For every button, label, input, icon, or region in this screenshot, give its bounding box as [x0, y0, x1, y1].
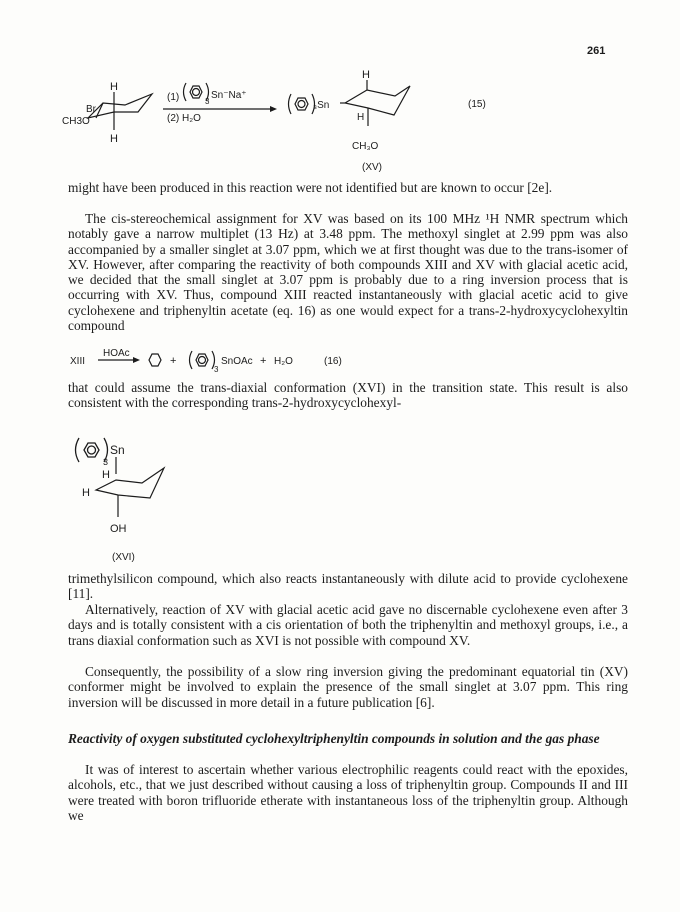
product-sn: ₃Sn — [313, 100, 330, 111]
reactant-h-top: H — [110, 81, 118, 93]
eq16-reactant: XIII — [70, 356, 86, 367]
xvi-oh: OH — [110, 523, 127, 535]
structure-xvi — [0, 412, 680, 572]
paragraph: that could assume the trans-diaxial conformation (XVI) in the transition state. This result is also consistent with the corresponding trans-2-hydroxycyclohexyl- — [68, 380, 628, 411]
phenyl-ring-icon — [289, 94, 315, 114]
eq16-subscript: 3 — [214, 365, 219, 374]
xvi-h-lower: H — [82, 487, 90, 499]
section-heading: Reactivity of oxygen substituted cyclohexyltriphenyltin compounds in solution and the gas phase — [68, 731, 600, 746]
reactant-h-bottom: H — [110, 133, 118, 145]
paragraph: The cis-stereochemical assignment for XV was based on its 100 MHz ¹H NMR spectrum which notably gave a narrow multiplet (13 Hz) at 3.48 ppm. The methoxyl singlet at 2.99 ppm was also accompanied by a smaller singlet at 3.07 ppm, which we at first thought was due to the trans-isomer of XV. However, after comparing the reactivity of both compounds XIII and XV with glacial acetic acid, we decided that the small singlet at 3.07 ppm is probably due to a ring inversion process that is occurring with XV. Thus, compound XIII reacted instantaneously with glacial acetic acid to give cyclohexene and triphenyltin acetate (eq. 16) as one would expect for a trans-2-hydroxycyclohexyltin compound — [68, 211, 628, 334]
xvi-label: (XVI) — [112, 552, 135, 563]
reactant-ch3o: CH3O — [62, 116, 90, 127]
xvi-h-upper: H — [102, 469, 110, 481]
equation-16 — [0, 346, 680, 376]
product-label-xv: (XV) — [362, 162, 382, 173]
equation-number-15: (15) — [468, 99, 486, 110]
reagent-1-tin: Sn⁻Na⁺ — [211, 90, 247, 101]
paragraph: Alternatively, reaction of XV with glacial acetic acid gave no discernable cyclohexene even after 3 days and is totally consistent with a cis orientation of both the triphenyltin and methoxyl groups, i.e., a trans diaxial conformation such as XVI is not possible with compound XV. — [68, 602, 628, 648]
xvi-sn: Sn — [110, 443, 125, 457]
paragraph: Consequently, the possibility of a slow ring inversion giving the predominant equatorial tin (XV) conformer might be involved to explain the presence of the small singlet at 3.07 ppm. This ring inversion will be discussed in more detail in a future publication [6]. — [68, 664, 628, 710]
reagent-2: (2) H₂O — [167, 113, 201, 124]
cyclohexene-icon — [149, 354, 161, 366]
product-h-top: H — [362, 69, 370, 81]
eq16-plus-1: + — [170, 355, 177, 367]
svg-text:3: 3 — [205, 97, 210, 106]
product-och3: CH₃O — [352, 141, 379, 152]
equation-number-16: (16) — [324, 356, 342, 367]
xvi-subscript: 3 — [103, 457, 109, 467]
paragraph: It was of interest to ascertain whether various electrophilic reagents could react with the epoxides, alcohols, etc., that we just described without causing a loss of triphenyltin group. Compounds II and III were treated with boron trifluoride etherate with instantaneous loss of the triphenyltin group. Although we — [68, 762, 628, 823]
reactant-cyclohexane-ring — [88, 92, 152, 130]
reagent-1-label: (1) — [167, 92, 180, 103]
product-h: H — [357, 112, 365, 123]
eq16-reagent: HOAc — [103, 348, 130, 359]
eq16-tin-product: SnOAc — [221, 356, 253, 367]
reactant-br: Br — [86, 104, 96, 115]
reaction-scheme-15 — [0, 0, 680, 180]
eq16-water: H₂O — [274, 356, 293, 367]
paragraph: might have been produced in this reaction were not identified but are known to occur [2e]. — [68, 180, 553, 195]
product-cyclohexane-ring — [340, 80, 410, 126]
eq16-plus-2: + — [260, 355, 267, 367]
page-number: 261 — [587, 45, 606, 57]
paragraph: trimethylsilicon compound, which also reacts instantaneously with dilute acid to provide cyclohexene [11]. — [68, 571, 628, 602]
phenyl-ring-icon — [190, 351, 215, 369]
